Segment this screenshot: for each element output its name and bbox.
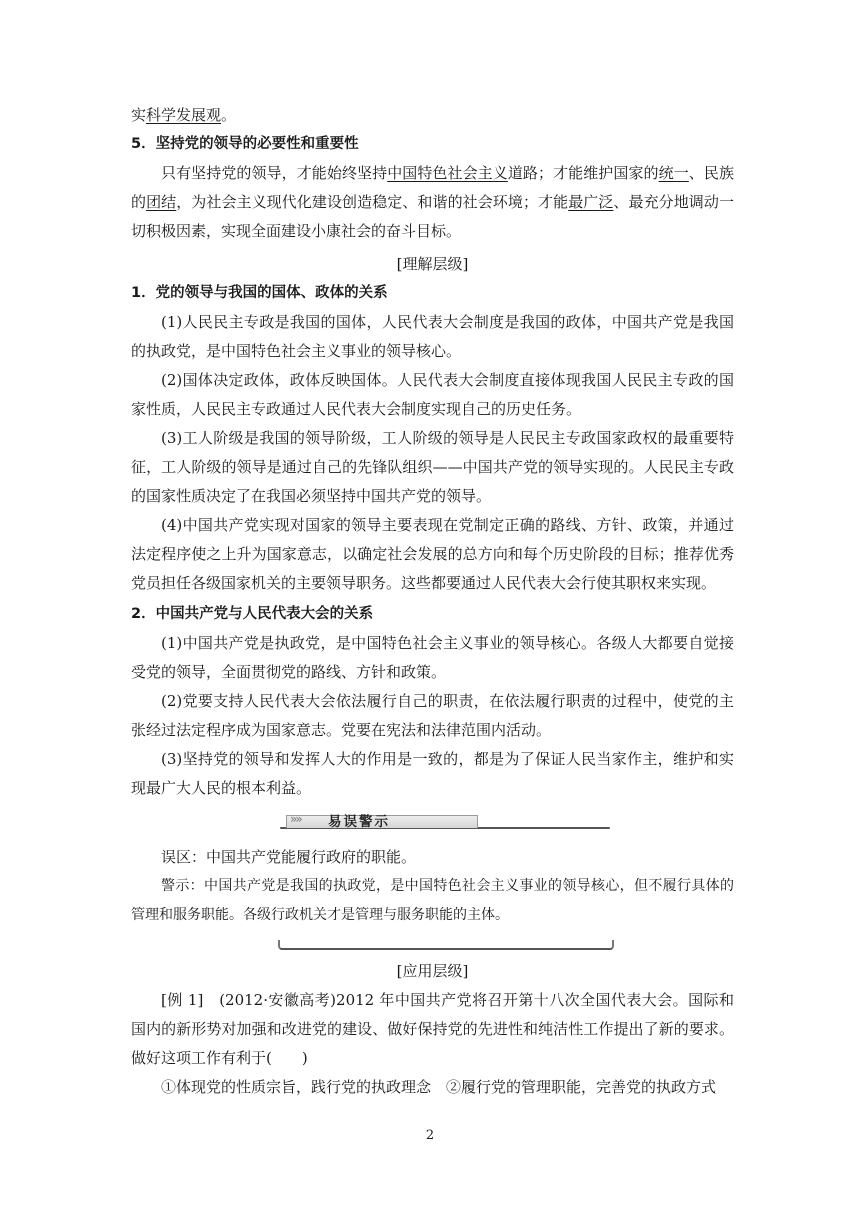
level-understand: [理解层级] (396, 255, 469, 273)
paragraph-u2-3: (3)坚持党的领导和发挥人大的作用是一致的，都是为了保证人民当家作主，维护和实现最广大人民的根本利益。 (131, 750, 734, 797)
text: 、最充分地调动一切积极因素，实现全面建设小康社会的奋斗目标。 (131, 193, 734, 240)
underlined-term: 最广泛 (568, 193, 614, 211)
underlined-term: 团结 (146, 193, 177, 211)
text: 、民族的 (131, 164, 734, 211)
paragraph-u1-1: (1)人民民主专政是我国的国体，人民代表大会制度是我国的政体，中国共产党是我国的执政党，是中国特色社会主义事业的领导核心。 (131, 313, 734, 360)
example-text: 2012 年中国共产党将召开第十八次全国代表大会。国际和国内的新形势对加强和改进党的建设、做好保持党的先进性和纯洁性工作提出了新的要求。做好这项工作有利于( ) (131, 991, 734, 1067)
example-options: ①体现党的性质宗旨，践行党的执政理念 ②履行党的管理职能，完善党的执政方式 (161, 1078, 717, 1096)
page-number: 2 (425, 1128, 435, 1143)
underlined-term: 中国特色社会主义 (387, 164, 508, 182)
section-heading-2: 2．中国共产党与人民代表大会的关系 (131, 606, 374, 622)
warning-banner (280, 812, 610, 835)
misconception-text: 误区：中国共产党能履行政府的职能。 (161, 848, 417, 866)
paragraph-u2-1: (1)中国共产党是执政党，是中国特色社会主义事业的领导核心。各级人大都要自觉接受党的领导，全面贯彻党的路线、方针和政策。 (131, 634, 734, 681)
text: 道路；才能维护国家的 (507, 164, 659, 182)
section-heading-5: 5．坚持党的领导的必要性和重要性 (131, 136, 359, 152)
text: 实 (131, 106, 147, 124)
text: ，为社会主义现代化建设创造稳定、和谐的社会环境；才能 (176, 193, 569, 211)
warning-title: 易误警示 (328, 814, 390, 830)
paragraph-u2-2: (2)党要支持人民代表大会依法履行自己的职责，在依法履行职责的过程中，使党的主张经过法定程序成为国家意志。党要在宪法和法律范围内活动。 (131, 692, 734, 739)
level-apply: [应用层级] (396, 962, 469, 980)
intro-line (131, 101, 734, 130)
underlined-term: 统一 (658, 164, 689, 182)
caution-text: 警示：中国共产党是我国的执政党，是中国特色社会主义事业的领导核心，但不履行具体的管理和服务职能。各级行政机关才是管理与服务职能的主体。 (131, 878, 734, 923)
paragraph-u1-4: (4)中国共产党实现对国家的领导主要表现在党制定正确的路线、方针、政策，并通过法定程序使之上升为国家意志，以确定社会发展的总方向和每个历史阶段的目标；推荐优秀党员担任各级国家机关的主要领导职务。这些都要通过人民代表大会行使其职权来实现。 (131, 516, 734, 592)
example-source: (2012·安徽高考) (219, 991, 337, 1009)
section-heading-1: 1．党的领导与我国的国体、政体的关系 (131, 285, 388, 301)
chevrons-icon: »» (290, 812, 301, 826)
example-label: [例 1] (161, 991, 204, 1009)
paragraph-u1-2: (2)国体决定政体，政体反映国体。人民代表大会制度直接体现我国人民民主专政的国家性质，人民民主专政通过人民代表大会制度实现自己的历史任务。 (131, 371, 734, 418)
warning-end-bracket (278, 940, 614, 950)
text: 只有坚持党的领导，才能始终坚持 (161, 164, 388, 182)
underlined-term: 科学发展观 (146, 106, 222, 124)
section-5-paragraph (131, 159, 734, 246)
example-paragraph (131, 986, 734, 1073)
paragraph-u1-3: (3)工人阶级是我国的领导阶级，工人阶级的领导是人民民主专政国家政权的最重要特征，工人阶级的领导是通过自己的先锋队组织——中国共产党的领导实现的。人民民主专政的国家性质决定了在我国必须坚持中国共产党的领导。 (131, 429, 734, 505)
text: 。 (221, 106, 237, 124)
